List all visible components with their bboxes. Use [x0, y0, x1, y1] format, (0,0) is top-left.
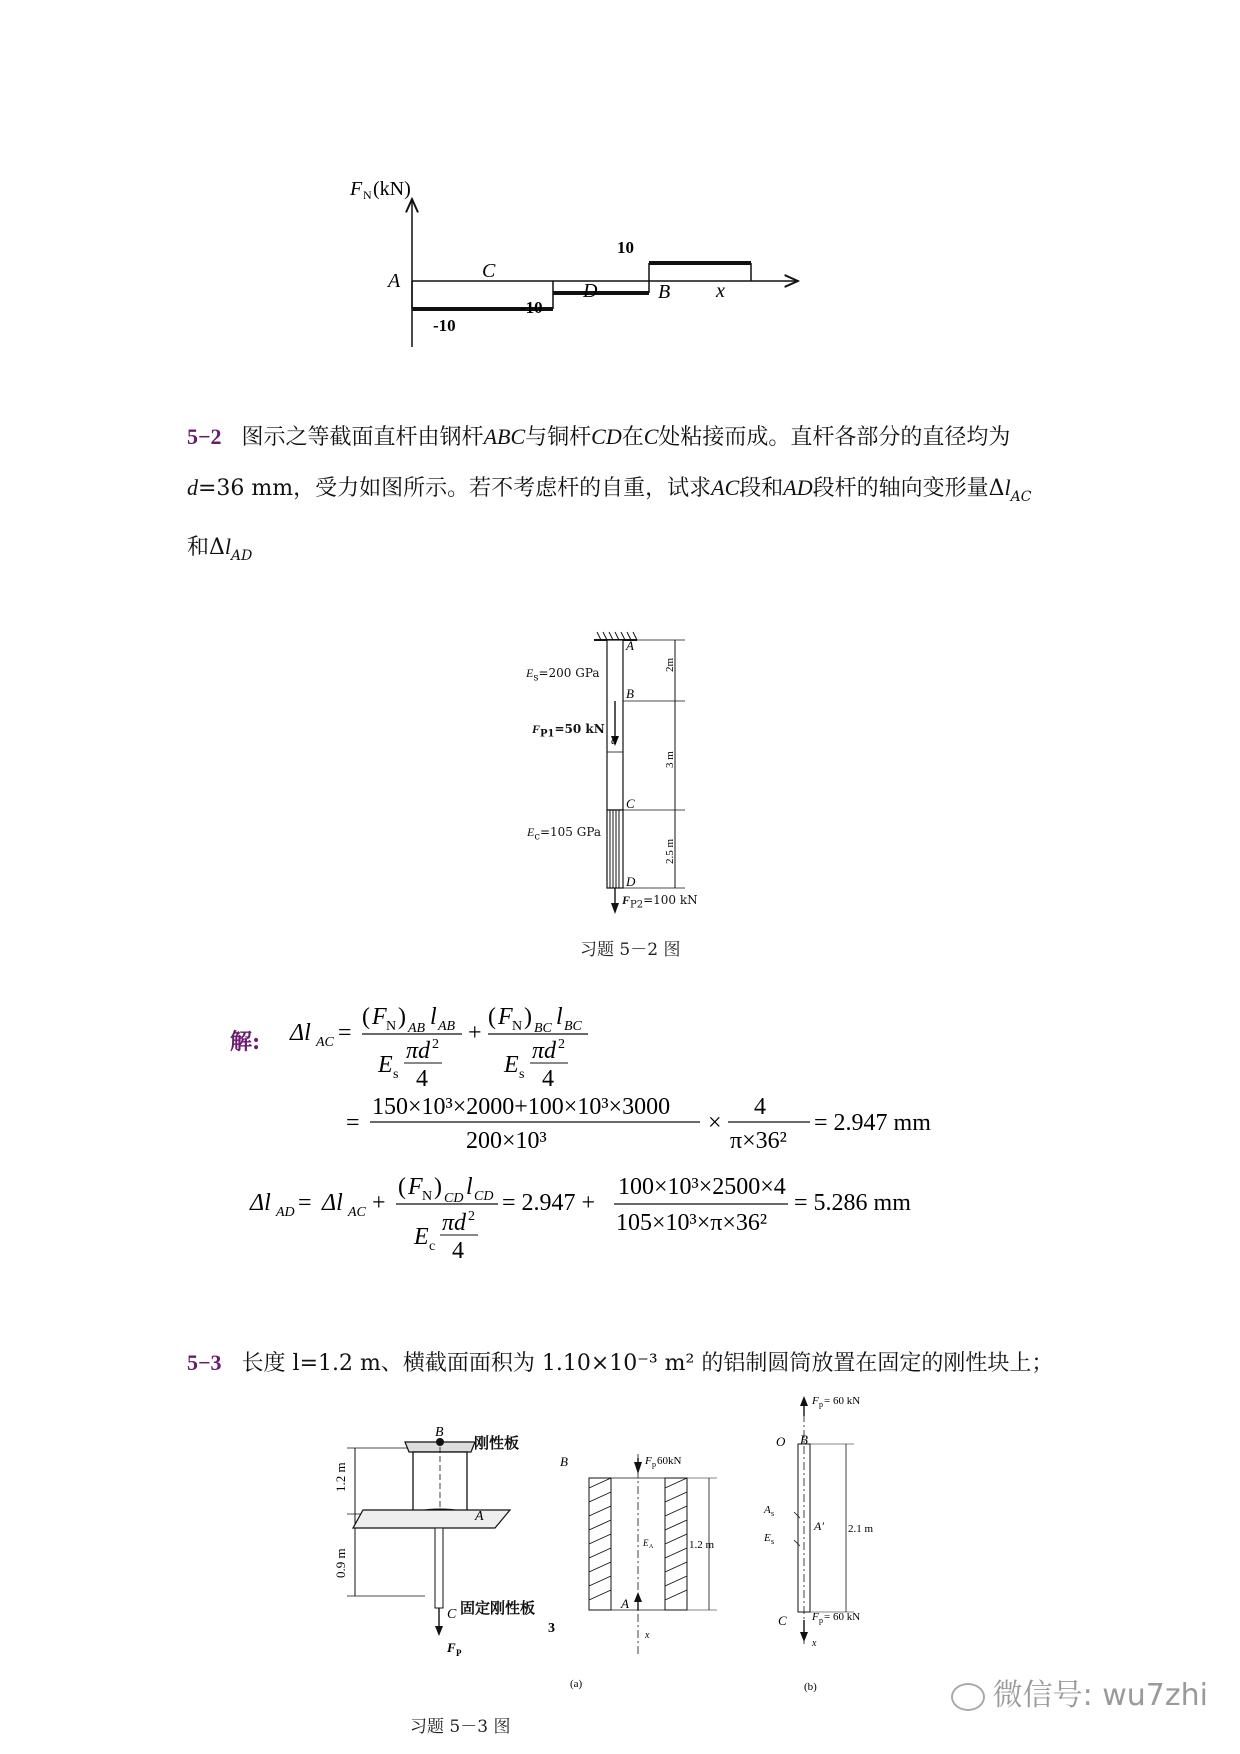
- svg-text:BC: BC: [534, 1021, 552, 1036]
- svg-text:Δl: Δl: [290, 1020, 311, 1046]
- svg-text:s: s: [519, 1067, 525, 1082]
- svg-text:x: x: [812, 1638, 817, 1649]
- svg-text:A: A: [626, 638, 634, 653]
- svg-text:N: N: [512, 1019, 523, 1034]
- wechat-watermark: 微信号: wu7zhi: [951, 1670, 1208, 1714]
- svg-text:N: N: [386, 1019, 397, 1034]
- svg-text:E: E: [764, 1532, 771, 1544]
- wechat-icon: [951, 1683, 985, 1711]
- svg-text:E: E: [643, 1538, 649, 1548]
- problem-5-3-text: 5−3 长度 l=1.2 m、横截面面积为 1.10×10⁻³ m² 的铝制圆筒放置在固定的刚性块上；: [187, 1350, 1054, 1376]
- svg-text:l: l: [430, 1004, 437, 1030]
- svg-text:2: 2: [432, 1037, 439, 1052]
- point-b: B: [658, 281, 671, 303]
- svg-text:πd: πd: [406, 1038, 431, 1064]
- solution-label: 解:: [230, 1029, 261, 1055]
- svg-text:105×10³×π×36²: 105×10³×π×36²: [616, 1210, 768, 1236]
- svg-text:s: s: [771, 1509, 775, 1518]
- svg-text:=: =: [346, 1110, 360, 1136]
- point-d: D: [583, 280, 598, 302]
- svg-text:s: s: [393, 1067, 399, 1082]
- svg-text:×: ×: [708, 1110, 722, 1136]
- svg-text:Δl: Δl: [250, 1190, 271, 1216]
- svg-text:AC: AC: [316, 1035, 334, 1050]
- svg-text:O: O: [776, 1434, 786, 1449]
- svg-text:F: F: [645, 1455, 652, 1467]
- svg-text:): ): [524, 1004, 532, 1030]
- svg-text:2.5 m: 2.5 m: [664, 838, 676, 864]
- point-c: C: [482, 260, 496, 282]
- svg-text:F: F: [372, 1004, 387, 1030]
- svg-text:AC: AC: [348, 1205, 366, 1220]
- svg-text:2.1 m: 2.1 m: [848, 1523, 874, 1535]
- svg-text:F: F: [447, 1640, 456, 1655]
- svg-text:3 m: 3 m: [664, 751, 676, 768]
- svg-text:3: 3: [548, 1621, 555, 1636]
- problem-number: 5−2: [187, 424, 222, 449]
- svg-text:=: =: [298, 1190, 312, 1216]
- point-a: A: [388, 270, 401, 292]
- svg-text:E: E: [504, 1052, 519, 1078]
- svg-text:A: A: [649, 1544, 654, 1550]
- svg-text:(b): (b): [804, 1681, 817, 1693]
- svg-text:): ): [398, 1004, 406, 1030]
- caption-5-3: 习题 5－3 图: [410, 1717, 511, 1737]
- svg-text:A: A: [475, 1509, 484, 1524]
- svg-text:πd: πd: [442, 1210, 467, 1236]
- ylabel: F: [350, 178, 363, 200]
- svg-text:D: D: [626, 874, 636, 889]
- svg-text:4: 4: [452, 1238, 464, 1264]
- svg-text:F: F: [812, 1395, 819, 1407]
- fp2-label: $F_{P2}=100$ kN: [622, 893, 698, 911]
- svg-text:CD: CD: [444, 1191, 464, 1206]
- problem-5-2-text: 5−2 图示之等截面直杆由钢杆ABC与铜杆CD在C处粘接而成。直杆各部分的直径均为d=36 mm，受力如图所示。若不考虑杆的自重，试求AC段和AD段杆的轴向变形量$\Delta l_{AC}$ 和$\Delta l_{AD}$: [187, 424, 1032, 564]
- ec-label: $E_c=105$ GPa: [527, 825, 602, 843]
- svg-text:BC: BC: [564, 1019, 582, 1034]
- solution-equations: [250, 1000, 1020, 1300]
- svg-text:2: 2: [558, 1037, 565, 1052]
- copper-rod: [607, 810, 623, 888]
- svg-text:s: s: [771, 1537, 775, 1546]
- svg-text:A': A': [814, 1519, 824, 1533]
- svg-text:N: N: [422, 1189, 433, 1204]
- svg-text:(: (: [362, 1004, 370, 1030]
- svg-text:60kN: 60kN: [657, 1455, 682, 1467]
- svg-text:x: x: [645, 1630, 650, 1641]
- figure-5-3-a: [548, 1444, 735, 1704]
- x-label: x: [716, 280, 725, 302]
- es-label: $E_s=200$ GPa: [526, 666, 600, 684]
- svg-text:p: p: [652, 1460, 656, 1469]
- svg-text:πd: πd: [532, 1038, 557, 1064]
- svg-text:E: E: [414, 1224, 429, 1250]
- svg-text:A: A: [621, 1596, 629, 1611]
- svg-text:+: +: [372, 1190, 386, 1216]
- problem-number: 5−3: [187, 1350, 222, 1375]
- svg-text:CD: CD: [474, 1189, 494, 1204]
- svg-text:2: 2: [468, 1209, 475, 1224]
- svg-text:=: =: [338, 1020, 352, 1046]
- ylabel-sub: N: [363, 188, 372, 202]
- svg-text:C: C: [626, 796, 635, 811]
- svg-text:p: p: [819, 1616, 823, 1625]
- svg-text:200×10³: 200×10³: [466, 1128, 547, 1154]
- svg-text:B: B: [626, 686, 634, 701]
- svg-text:P: P: [456, 1648, 462, 1658]
- svg-text:B: B: [800, 1432, 808, 1447]
- svg-text:(: (: [488, 1004, 496, 1030]
- svg-text:l: l: [466, 1174, 473, 1200]
- figure-5-3-left: [325, 1425, 555, 1688]
- svg-text:1.2 m: 1.2 m: [689, 1539, 715, 1551]
- svg-text:(: (: [398, 1174, 406, 1200]
- value-ac: -10: [433, 316, 456, 335]
- value-db: 10: [617, 238, 634, 257]
- svg-text:π×36²: π×36²: [730, 1128, 787, 1154]
- value-cd: -10: [520, 298, 543, 317]
- caption-5-2: 习题 5－2 图: [580, 940, 681, 960]
- svg-text:F: F: [498, 1004, 513, 1030]
- svg-text:= 60 kN: = 60 kN: [824, 1395, 861, 1407]
- svg-text:C: C: [447, 1607, 457, 1622]
- fixed-plate-label: 固定刚性板: [460, 1599, 536, 1617]
- svg-text:(a): (a): [570, 1678, 583, 1690]
- svg-text:C: C: [778, 1613, 787, 1628]
- svg-text:F: F: [812, 1611, 819, 1623]
- svg-text:100×10³×2500×4: 100×10³×2500×4: [618, 1174, 786, 1200]
- svg-text:= 5.286 mm: = 5.286 mm: [794, 1190, 911, 1216]
- svg-text:B: B: [560, 1454, 568, 1469]
- svg-text:150×10³×2000+100×10³×3000: 150×10³×2000+100×10³×3000: [372, 1094, 671, 1120]
- svg-text:c: c: [429, 1239, 436, 1254]
- svg-text:AB: AB: [438, 1019, 456, 1034]
- rigid-plate-label: 刚性板: [474, 1434, 520, 1452]
- svg-text:d: d: [611, 733, 617, 747]
- svg-text:AD: AD: [276, 1205, 295, 1220]
- svg-text:A: A: [764, 1504, 771, 1516]
- svg-text:4: 4: [542, 1066, 554, 1092]
- svg-text:F: F: [408, 1174, 423, 1200]
- svg-text:4: 4: [754, 1094, 766, 1120]
- svg-text:= 60 kN: = 60 kN: [824, 1611, 861, 1623]
- svg-text:B: B: [435, 1425, 444, 1440]
- svg-text:= 2.947 mm: = 2.947 mm: [814, 1110, 931, 1136]
- svg-text:): ): [434, 1174, 442, 1200]
- svg-text:Δl: Δl: [322, 1190, 343, 1216]
- fp1-label: $F_{P1}=50$ kN: [532, 722, 605, 740]
- ylabel-unit: (kN): [373, 178, 411, 200]
- svg-text:4: 4: [416, 1066, 428, 1092]
- svg-text:= 2.947 +: = 2.947 +: [502, 1190, 596, 1216]
- svg-text:p: p: [819, 1400, 823, 1409]
- svg-text:1.2 m: 1.2 m: [333, 1462, 348, 1492]
- svg-text:E: E: [378, 1052, 393, 1078]
- svg-text:2m: 2m: [664, 657, 676, 672]
- axial-force-diagram: [350, 178, 820, 370]
- figure-5-3-b: [760, 1392, 910, 1692]
- svg-text:l: l: [556, 1004, 563, 1030]
- svg-text:+: +: [468, 1020, 482, 1046]
- svg-text:AB: AB: [408, 1021, 426, 1036]
- svg-text:0.9 m: 0.9 m: [333, 1548, 348, 1578]
